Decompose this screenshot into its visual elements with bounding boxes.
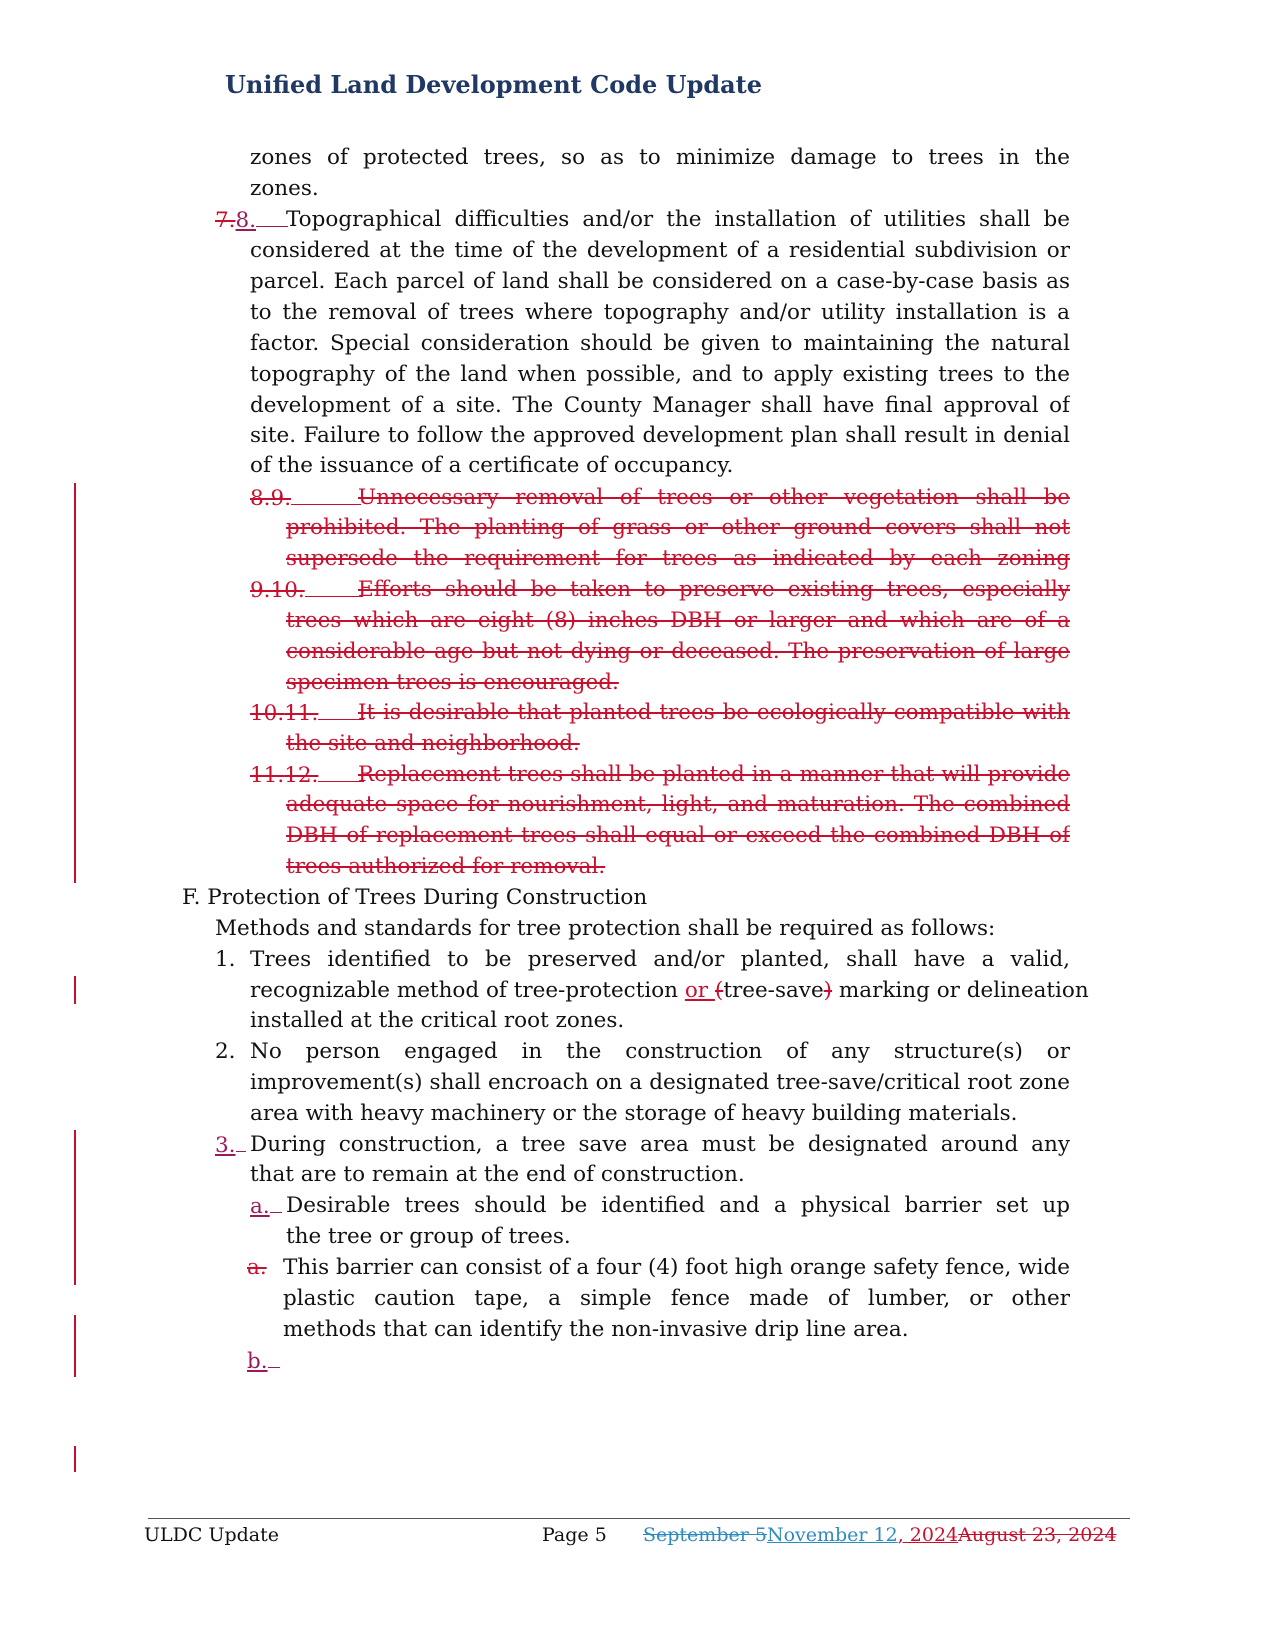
text-line: This barrier can consist of a four (4) foot high orange safety fence, wide [283,1255,1070,1280]
deleted-list-number: 9.10. [250,574,363,606]
text-line: area with heavy machinery or the storage of heavy building materials. [250,1101,1018,1126]
footer-date-deleted: September 5 [643,1524,767,1546]
deleted-list-number: 10.11. [250,697,364,729]
text-line: Trees identified to be preserved and/or planted, shall have a valid, [250,947,1070,972]
deleted-text: ( [714,978,724,1003]
text-line: of the issuance of a certificate of occupancy. [250,453,734,478]
change-bar [74,483,76,883]
deleted-text-line: DBH of replacement trees shall equal or exceed the combined DBH of [286,823,1070,848]
change-bar [74,976,76,1004]
deleted-list-number: 11.12. [250,759,364,791]
footer-date-deleted-old: August 23, 2024 [958,1524,1117,1546]
text-line: plastic caution tape, a simple fence made of lumber, or other [283,1286,1070,1311]
deleted-text: ) [823,978,833,1003]
text-line: to the removal of trees where topography and/or utility installation is a [250,300,1070,325]
text-line: factor. Special consideration should be given to maintaining the natural [250,331,1070,356]
list-number [250,1190,282,1222]
inserted-number: 8. [235,208,257,233]
list-number: 2. [215,1039,236,1064]
text-line: topography of the land when possible, and to apply existing trees to the [250,362,1070,387]
deleted-text-line: trees which are eight (8) inches DBH or larger and which are of a [286,608,1070,633]
list-number [215,204,288,236]
change-bar [74,1130,76,1285]
tab-underline [256,204,288,227]
text-line: parcel. Each parcel of land shall be considered on a case-by-case basis as [250,269,1070,294]
deleted-text-line: supersede the requirement for trees as indicated by each zoning [286,546,1070,571]
text-line: that are to remain at the end of construction. [250,1162,745,1187]
footer-date [643,1522,1117,1548]
text-line: considered at the time of the development of a residential subdivision or [250,238,1070,263]
deleted-text-line: prohibited. The planting of grass or other ground covers shall not [286,515,1070,540]
text-line: During construction, a tree save area must be designated around any [250,1132,1070,1157]
text-line: site. Failure to follow the approved development plan shall result in denial [250,423,1070,448]
deleted-number: 7. [215,208,236,233]
text-line: methods that can identify the non-invasive drip line area. [283,1317,909,1342]
text-line: No person engaged in the construction of any structure(s) or [250,1039,1070,1064]
inserted-number: 3. [215,1133,236,1158]
text-line: zones of protected trees, so as to minimize damage to trees in the [250,145,1070,170]
deleted-text-line: trees authorized for removal. [286,854,606,879]
deleted-text-line: Efforts should be taken to preserve existing trees, especially [358,577,1070,602]
list-number [247,1252,267,1284]
text-line: Desirable trees should be identified and a physical barrier set up [286,1193,1070,1218]
inserted-number: b. [247,1349,268,1374]
list-number [247,1345,280,1377]
inserted-number: a. [250,1194,270,1219]
list-number: 1. [215,947,236,972]
deleted-text-line: It is desirable that planted trees be ecologically compatible with [358,700,1070,725]
change-bar [74,1315,76,1377]
section-intro: Methods and standards for tree protection shall be required as follows: [215,916,996,941]
text-line: development of a site. The County Manager shall have final approval of [250,393,1070,418]
deleted-text-line: considerable age but not dying or deceased. The preservation of large [286,639,1070,664]
text-line: improvement(s) shall encroach on a designated tree-save/critical root zone [250,1070,1070,1095]
change-bar [74,1446,76,1472]
text-line: the tree or group of trees. [286,1224,571,1249]
deleted-text-line: the site and neighborhood. [286,731,580,756]
deleted-text-line: adequate space for nourishment, light, and maturation. The combined [286,792,1070,817]
footer-date-inserted-year: , 2024 [897,1524,959,1546]
inserted-text: or [684,978,715,1003]
deleted-number: a. [247,1255,267,1280]
list-number [215,1129,246,1161]
text-line: Topographical difficulties and/or the installation of utilities shall be [286,207,1070,232]
footer-page-number: Page 5 [542,1524,607,1546]
text-line: zones. [250,176,319,201]
footer-left: ULDC Update [144,1524,279,1546]
header-title: Unified Land Development Code Update [225,70,763,99]
footer-date-inserted: November 12 [766,1524,898,1546]
text-line: installed at the critical root zones. [250,1008,625,1033]
deleted-list-number: 8.9. [250,482,361,514]
footer-rule [148,1518,1130,1519]
section-heading: F. Protection of Trees During Construction [182,885,648,910]
deleted-text-line: Replacement trees shall be planted in a manner that will provide [358,762,1070,787]
deleted-text-line: Unnecessary removal of trees or other vegetation shall be [358,485,1070,510]
deleted-text-line: specimen trees is encouraged. [286,670,619,695]
text-line: recognizable method of tree-protection or (tree-save) marking or delineation [250,978,1089,1003]
